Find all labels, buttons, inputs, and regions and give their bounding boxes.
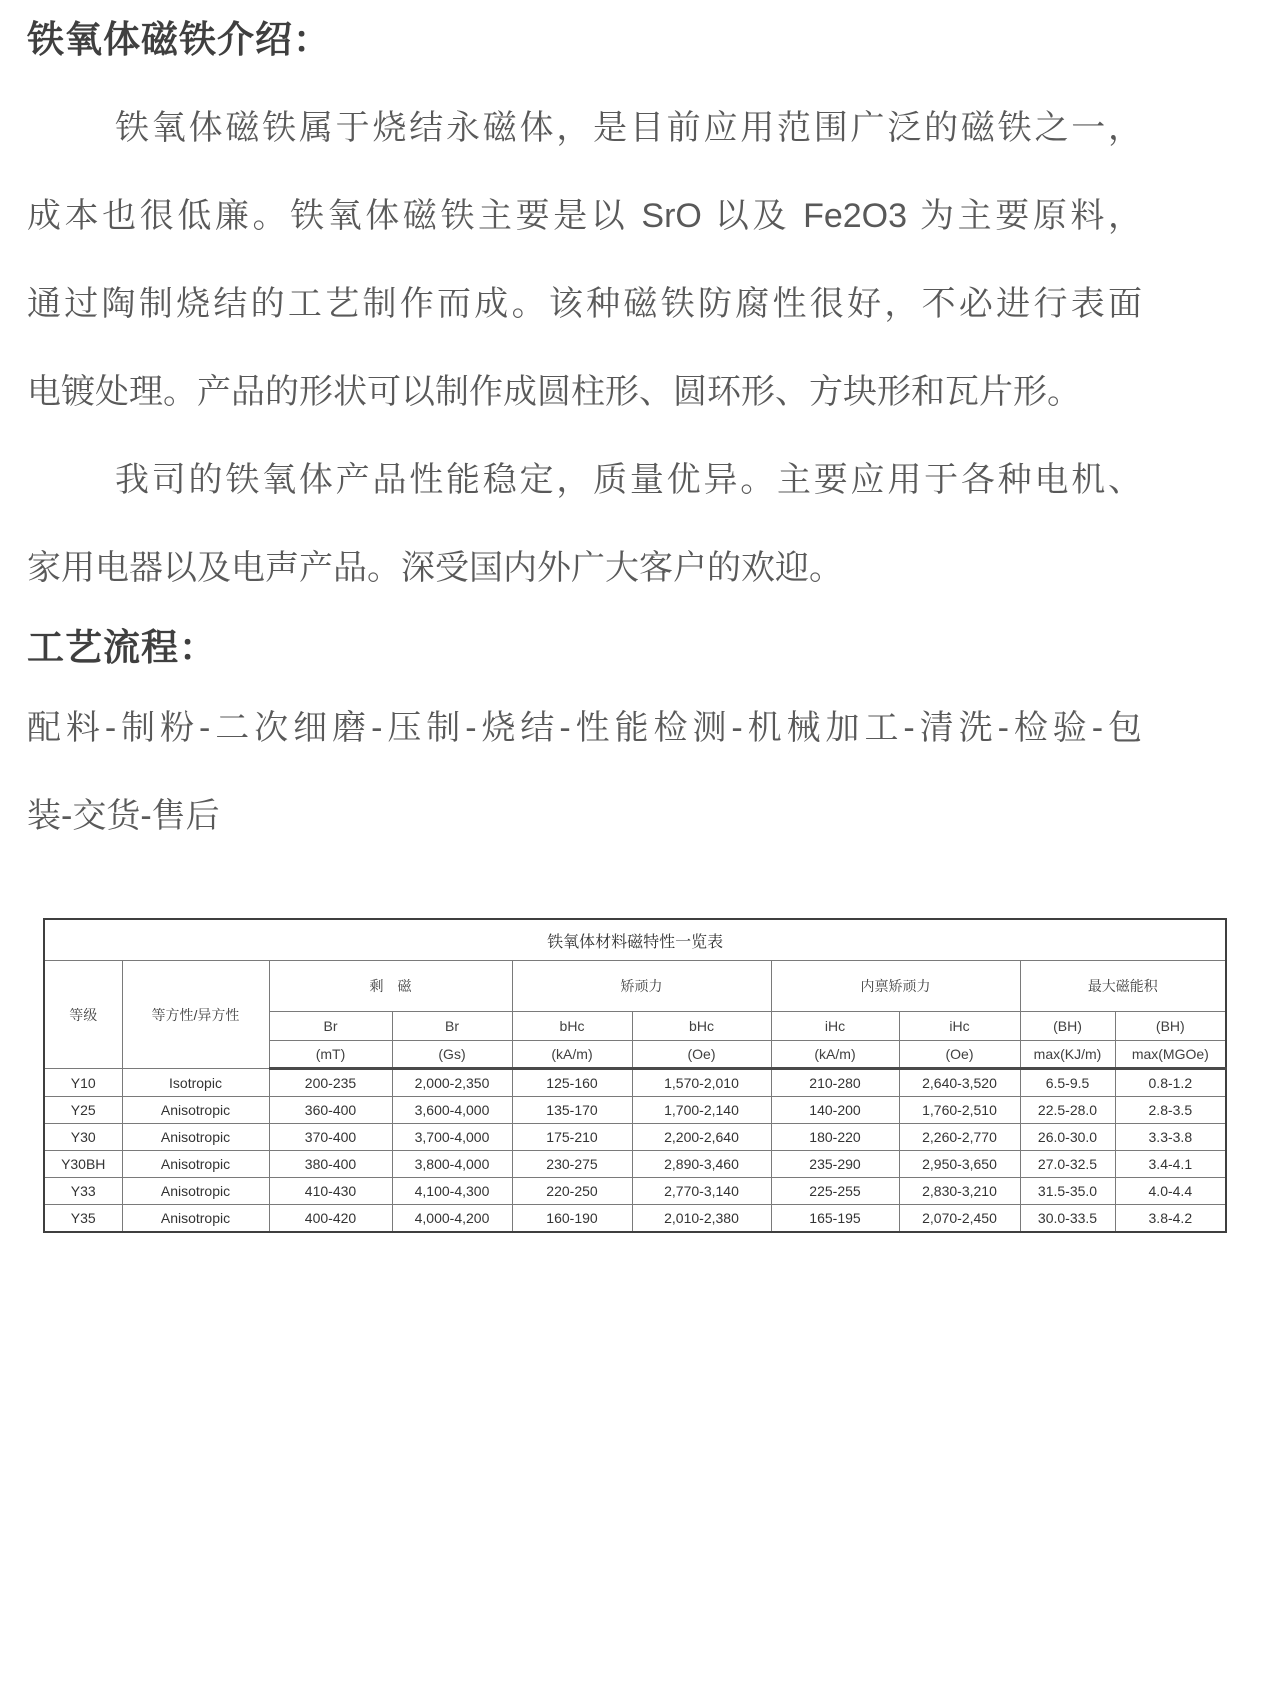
table-cell: 26.0-30.0	[1020, 1124, 1115, 1151]
sub-header-cell: iHc	[899, 1012, 1020, 1041]
table-cell: Y35	[44, 1205, 122, 1233]
table-cell: 135-170	[512, 1097, 632, 1124]
table-cell: 6.5-9.5	[1020, 1069, 1115, 1097]
table-cell: 175-210	[512, 1124, 632, 1151]
sub-header-cell: (BH)	[1020, 1012, 1115, 1041]
unit-header-cell: (kA/m)	[512, 1041, 632, 1069]
process-paragraph	[27, 684, 1142, 860]
table-cell: 1,570-2,010	[632, 1069, 771, 1097]
unit-header-cell: max(KJ/m)	[1020, 1041, 1115, 1069]
table-cell: 3.3-3.8	[1115, 1124, 1226, 1151]
text-line: 电镀处理。产品的形状可以制作成圆柱形、圆环形、方块形和瓦片形。	[27, 373, 1081, 411]
table-cell: 235-290	[771, 1151, 899, 1178]
table-cell: 0.8-1.2	[1115, 1069, 1226, 1097]
table-cell: Y25	[44, 1097, 122, 1124]
text-line: 成本也很低廉。铁氧体磁铁主要是以 SrO 以及 Fe2O3 为主要原料，	[27, 197, 1142, 235]
text-line: 铁氧体磁铁属于烧结永磁体，是目前应用范围广泛的磁铁之一，	[115, 109, 1142, 147]
unit-header-cell: max(MGOe)	[1115, 1041, 1226, 1069]
table-cell: 410-430	[269, 1178, 392, 1205]
table-cell: 2,000-2,350	[392, 1069, 512, 1097]
table-cell: Y10	[44, 1069, 122, 1097]
unit-header-cell: (Oe)	[632, 1041, 771, 1069]
group-header-cell: 内禀矫顽力	[771, 961, 1020, 1012]
table-cell: Y30BH	[44, 1151, 122, 1178]
table-cell: 4,100-4,300	[392, 1178, 512, 1205]
sub-header-cell: Br	[269, 1012, 392, 1041]
table-cell: 360-400	[269, 1097, 392, 1124]
table-cell: 165-195	[771, 1205, 899, 1233]
table-cell: 3.8-4.2	[1115, 1205, 1226, 1233]
table-cell: 2,770-3,140	[632, 1178, 771, 1205]
table-cell: 2,070-2,450	[899, 1205, 1020, 1233]
table-row	[44, 1097, 1226, 1124]
properties-table	[43, 918, 1227, 1233]
table-cell: 3,800-4,000	[392, 1151, 512, 1178]
text-line: 装-交货-售后	[27, 797, 220, 835]
table-title-row	[44, 919, 1226, 961]
table-cell: 2,200-2,640	[632, 1124, 771, 1151]
table-cell: 180-220	[771, 1124, 899, 1151]
isotropy-header-cell: 等方性/异方性	[122, 961, 269, 1069]
table-row	[44, 1124, 1226, 1151]
table-cell: 230-275	[512, 1151, 632, 1178]
text-block	[27, 14, 1142, 860]
table-cell: 210-280	[771, 1069, 899, 1097]
table-cell: 22.5-28.0	[1020, 1097, 1115, 1124]
table-cell: Y33	[44, 1178, 122, 1205]
table-cell: 27.0-32.5	[1020, 1151, 1115, 1178]
unit-header-cell: (mT)	[269, 1041, 392, 1069]
table-cell: Isotropic	[122, 1069, 269, 1097]
table-cell: Y30	[44, 1124, 122, 1151]
table-cell: Anisotropic	[122, 1124, 269, 1151]
unit-header-cell: (Oe)	[899, 1041, 1020, 1069]
text-line: 我司的铁氧体产品性能稳定，质量优异。主要应用于各种电机、	[115, 461, 1142, 499]
table-cell: 370-400	[269, 1124, 392, 1151]
unit-header-cell: (Gs)	[392, 1041, 512, 1069]
table-cell: 4,000-4,200	[392, 1205, 512, 1233]
sub-header-cell: (BH)	[1115, 1012, 1226, 1041]
table-cell: 2,260-2,770	[899, 1124, 1020, 1151]
table-cell: 380-400	[269, 1151, 392, 1178]
table-cell: Anisotropic	[122, 1178, 269, 1205]
group-header-cell: 最大磁能积	[1020, 961, 1226, 1012]
table-cell: 400-420	[269, 1205, 392, 1233]
table-cell: Anisotropic	[122, 1097, 269, 1124]
table-cell: 200-235	[269, 1069, 392, 1097]
table-cell: 225-255	[771, 1178, 899, 1205]
table-cell: 160-190	[512, 1205, 632, 1233]
table-row	[44, 1205, 1226, 1233]
intro-heading: 铁氧体磁铁介绍：	[27, 19, 331, 60]
process-heading: 工艺流程：	[27, 627, 217, 668]
table-cell: 2.8-3.5	[1115, 1097, 1226, 1124]
sub-header-cell: iHc	[771, 1012, 899, 1041]
intro-paragraph-1	[27, 84, 1142, 436]
group-header-cell: 矫顽力	[512, 961, 771, 1012]
table-cell: 140-200	[771, 1097, 899, 1124]
table-cell: 3.4-4.1	[1115, 1151, 1226, 1178]
text-line: 家用电器以及电声产品。深受国内外广大客户的欢迎。	[27, 549, 843, 587]
table-cell: 4.0-4.4	[1115, 1178, 1226, 1205]
sub-header-cell: bHc	[632, 1012, 771, 1041]
table-cell: 30.0-33.5	[1020, 1205, 1115, 1233]
intro-paragraph-2	[27, 436, 1142, 612]
table-cell: 1,760-2,510	[899, 1097, 1020, 1124]
table-cell: 2,640-3,520	[899, 1069, 1020, 1097]
sub-header-cell: Br	[392, 1012, 512, 1041]
table-row	[44, 1151, 1226, 1178]
sub-header-cell: bHc	[512, 1012, 632, 1041]
table-cell: 1,700-2,140	[632, 1097, 771, 1124]
table-cell: 125-160	[512, 1069, 632, 1097]
table-cell: 2,010-2,380	[632, 1205, 771, 1233]
group-header-cell: 剩 磁	[269, 961, 512, 1012]
text-line: 通过陶制烧结的工艺制作而成。该种磁铁防腐性很好，不必进行表面	[27, 285, 1142, 323]
table-cell: 3,600-4,000	[392, 1097, 512, 1124]
table-cell: 31.5-35.0	[1020, 1178, 1115, 1205]
table-title: 铁氧体材料磁特性一览表	[44, 919, 1226, 961]
table-row	[44, 1069, 1226, 1097]
table-group-header-row	[44, 961, 1226, 1012]
unit-header-cell: (kA/m)	[771, 1041, 899, 1069]
table-cell: 2,830-3,210	[899, 1178, 1020, 1205]
table-cell: 2,890-3,460	[632, 1151, 771, 1178]
table-cell: Anisotropic	[122, 1205, 269, 1233]
grade-header-cell: 等级	[44, 961, 122, 1069]
table-cell: 2,950-3,650	[899, 1151, 1020, 1178]
text-line: 配料-制粉-二次细磨-压制-烧结-性能检测-机械加工-清洗-检验-包	[27, 709, 1142, 747]
table-cell: Anisotropic	[122, 1151, 269, 1178]
table-cell: 220-250	[512, 1178, 632, 1205]
table-cell: 3,700-4,000	[392, 1124, 512, 1151]
table-row	[44, 1178, 1226, 1205]
